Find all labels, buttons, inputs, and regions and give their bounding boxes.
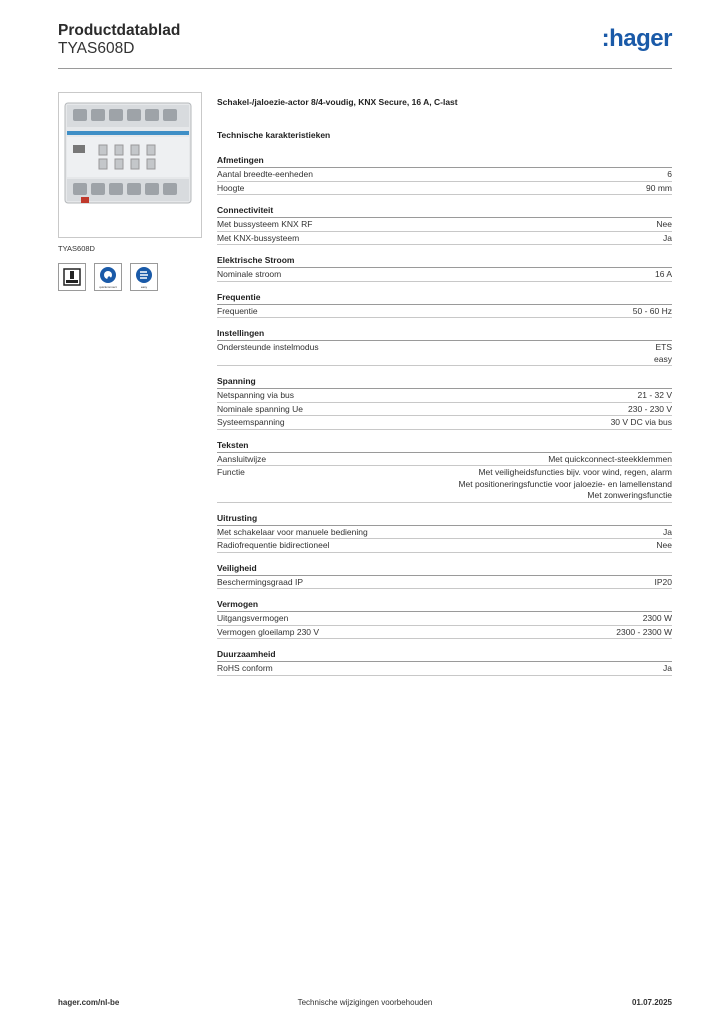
section-title: Connectiviteit — [217, 205, 672, 218]
spec-row — [217, 539, 672, 553]
spec-value-line: 2300 - 2300 W — [616, 626, 672, 637]
spec-row — [217, 268, 672, 282]
easy-badge — [130, 263, 158, 291]
footer-date: 01.07.2025 — [631, 998, 672, 1007]
spec-row — [217, 466, 672, 503]
spec-value-line: IP20 — [654, 576, 672, 587]
spec-value-line: 2300 W — [642, 613, 672, 623]
spec-row — [217, 403, 672, 417]
spec-row — [217, 182, 672, 196]
footer-notice: Technische wijzigingen voorbehouden — [297, 998, 433, 1007]
spec-label: Radiofrequentie bidirectioneel — [217, 540, 330, 550]
spec-value — [368, 527, 672, 539]
section-title: Elektrische Stroom — [217, 255, 672, 268]
spec-value — [244, 183, 672, 195]
product-code: TYAS608D — [58, 40, 135, 57]
spec-value — [299, 233, 672, 245]
spec-section — [217, 155, 672, 195]
spec-value-line: Met positioneringsfunctie voor jaloezie- en lamellenstand — [458, 478, 672, 489]
spec-value-line: Nee — [656, 540, 672, 550]
spec-section — [217, 205, 672, 245]
spec-value — [303, 404, 672, 416]
spec-value — [329, 540, 672, 552]
spec-section — [217, 328, 672, 366]
product-image — [58, 92, 202, 238]
spec-row — [217, 389, 672, 403]
spec-value-line: 16 A — [654, 269, 672, 279]
spec-value — [258, 306, 672, 318]
spec-content — [217, 95, 672, 676]
spec-value — [266, 454, 672, 466]
spec-value-line: 50 - 60 Hz — [632, 305, 672, 316]
spec-label: Aansluitwijze — [217, 453, 267, 464]
quickconnect-icon — [97, 265, 119, 289]
logo-text: hager — [609, 25, 672, 52]
spec-row — [217, 168, 672, 182]
spec-row — [217, 416, 672, 430]
spec-section — [217, 292, 672, 319]
product-description: Schakel-/jaloezie-actor 8/4-voudig, KNX Secure, 16 A, C-last — [217, 97, 458, 107]
spec-value-line: Met quickconnect-steekklemmen — [548, 453, 672, 464]
spec-value-line: Ja — [663, 526, 672, 537]
spec-value — [319, 342, 672, 365]
section-title: Vermogen — [217, 599, 672, 612]
quickconnect-label: quickconnect — [99, 285, 117, 289]
spec-row — [217, 341, 672, 366]
spec-value — [319, 627, 672, 639]
spec-row — [217, 662, 672, 676]
feature-badges — [58, 263, 158, 291]
spec-value-line: 6 — [667, 169, 672, 179]
quickconnect-badge — [94, 263, 122, 291]
spec-row — [217, 218, 672, 232]
spec-value-line: 21 - 32 V — [637, 390, 672, 400]
din-rail-icon — [62, 267, 82, 287]
spec-label: RoHS conform — [217, 663, 273, 673]
spec-label: Met bussysteem KNX RF — [217, 219, 313, 229]
spec-label: Functie — [217, 467, 245, 477]
spec-value — [303, 577, 672, 589]
spec-value — [281, 269, 672, 281]
knx-actuator-icon — [59, 93, 201, 237]
spec-label: Vermogen gloeilamp 230 V — [217, 626, 320, 637]
din-rail-badge — [58, 263, 86, 291]
spec-value — [313, 169, 672, 181]
spec-section — [217, 649, 672, 676]
spec-value-line: Met zonweringsfunctie — [587, 490, 672, 500]
hager-logo: :hager — [601, 25, 672, 52]
spec-value — [294, 390, 672, 402]
spec-value-line: Nee — [656, 219, 672, 229]
spec-sections — [217, 155, 672, 676]
section-title: Teksten — [217, 440, 672, 453]
spec-value — [273, 663, 672, 675]
spec-value-line: Met veiligheidsfuncties bijv. voor wind, regen, alarm — [478, 467, 672, 477]
spec-section — [217, 563, 672, 590]
easy-icon — [133, 265, 155, 289]
spec-label: Uitgangsvermogen — [217, 613, 289, 623]
spec-row — [217, 305, 672, 319]
product-caption: TYAS608D — [58, 244, 95, 253]
spec-section — [217, 513, 672, 553]
easy-label: easy — [140, 285, 148, 289]
spec-value — [312, 219, 672, 231]
spec-row — [217, 576, 672, 590]
spec-label: Aantal breedte-eenheden — [217, 169, 313, 179]
section-title: Afmetingen — [217, 155, 672, 168]
section-title: Uitrusting — [217, 513, 672, 526]
spec-value-line: Ja — [663, 663, 672, 673]
footer-website: hager.com/nl-be — [58, 998, 120, 1007]
section-title: Veiligheid — [217, 563, 672, 576]
spec-value — [285, 417, 672, 429]
spec-row — [217, 526, 672, 540]
spec-label: Nominale stroom — [217, 269, 282, 279]
spec-label: Frequentie — [217, 305, 258, 316]
spec-value — [288, 613, 672, 625]
spec-value-line: easy — [654, 353, 672, 364]
spec-row — [217, 232, 672, 246]
spec-label: Beschermingsgraad IP — [217, 576, 303, 587]
spec-label: Nominale spanning Ue — [217, 403, 303, 414]
section-title: Instellingen — [217, 328, 672, 341]
spec-label: Hoogte — [217, 182, 245, 193]
section-title: Spanning — [217, 376, 672, 389]
spec-section — [217, 440, 672, 503]
spec-value — [245, 467, 672, 502]
spec-label: Systeemspanning — [217, 417, 285, 427]
spec-value-line: 90 mm — [646, 182, 672, 193]
spec-label: Ondersteunde instelmodus — [217, 342, 319, 352]
spec-value-line: Ja — [663, 232, 672, 243]
spec-value-line: 230 - 230 V — [628, 403, 672, 414]
spec-label: Met schakelaar voor manuele bediening — [217, 526, 368, 537]
header-divider — [58, 68, 672, 69]
section-title: Duurzaamheid — [217, 649, 672, 662]
spec-label: Met KNX-bussysteem — [217, 232, 300, 243]
document-title: Productdatablad — [58, 22, 181, 39]
page-footer — [58, 998, 672, 1010]
spec-row — [217, 626, 672, 640]
section-title: Frequentie — [217, 292, 672, 305]
spec-title: Technische karakteristieken — [217, 130, 331, 140]
page-header — [58, 22, 672, 68]
spec-section — [217, 376, 672, 430]
spec-value-line: 30 V DC via bus — [610, 417, 672, 427]
spec-label: Netspanning via bus — [217, 390, 295, 400]
spec-section — [217, 599, 672, 639]
spec-row — [217, 453, 672, 467]
spec-section — [217, 255, 672, 282]
spec-value-line: ETS — [655, 342, 672, 352]
spec-row — [217, 612, 672, 626]
